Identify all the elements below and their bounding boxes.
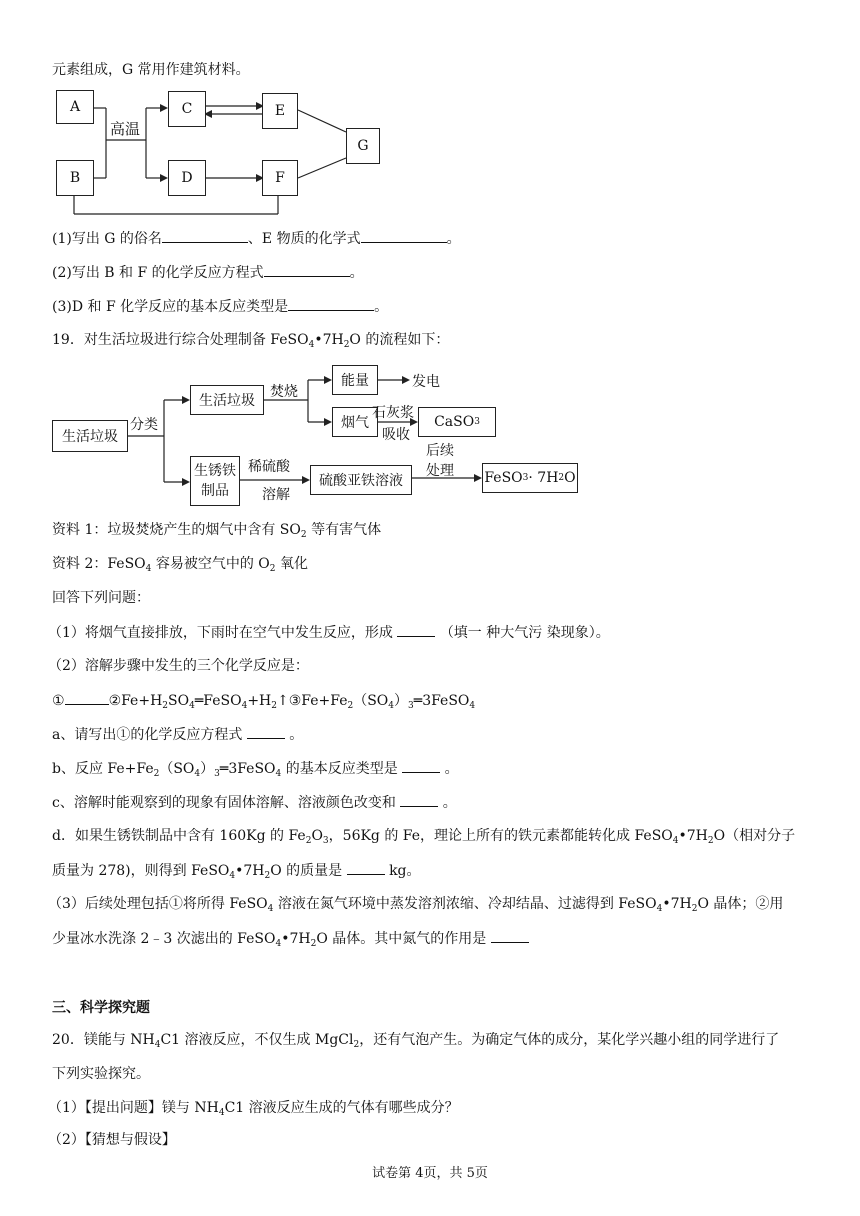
q19-a: a、请写出①的化学反应方程式 。 bbox=[52, 724, 303, 745]
box-e: E bbox=[262, 93, 298, 129]
answer-blank[interactable] bbox=[347, 860, 385, 875]
box-d: D bbox=[168, 160, 206, 196]
q19-b: b、反应 $Fe+Fe_2(SO_4)_3═3FeSO_4$ 的基本反应类型是 。 bbox=[52, 758, 459, 779]
section-heading: 三、科学探究题 bbox=[52, 1000, 150, 1016]
q19-d-line2: 质量为 278)，则得到 $FeSO_4•7H_2O$ 的质量是 kg。 bbox=[52, 860, 421, 881]
q18-part1: (1)写出 G 的俗名 、E 物质的化学式 。 bbox=[52, 228, 461, 249]
flow-start-box: 生活垃圾 bbox=[52, 420, 128, 452]
box-b: B bbox=[56, 160, 94, 196]
flow-later-label: 后续 bbox=[426, 443, 454, 459]
box-f: F bbox=[262, 160, 298, 196]
q19-title: 19．对生活垃圾进行综合处理制备 $FeSO_4•7H_2O$ 的流程如下： bbox=[52, 332, 450, 350]
flow-classify-label: 分类 bbox=[130, 417, 158, 433]
q18-part2: (2)写出 B 和 F 的化学反应方程式 。 bbox=[52, 262, 364, 283]
q18-intro-tail: 元素组成，G 常用作建筑材料。 bbox=[52, 62, 250, 78]
flow-power-label: 发电 bbox=[412, 374, 440, 390]
q19-c: c、溶解时能观察到的现象有固体溶解、溶液颜色改变和 。 bbox=[52, 792, 457, 813]
q18-part3: (3)D 和 F 化学反应的基本反应类型是 。 bbox=[52, 296, 388, 317]
box-c: C bbox=[168, 91, 206, 127]
flow-burn-label: 焚烧 bbox=[270, 384, 298, 400]
q19-part3-line2: 少量冰水洗涤 2﹣3 次滤出的 $FeSO_4•7H_2O$ 晶体。其中氮气的作用是 bbox=[52, 928, 529, 949]
flow-ferrous-box: 硫酸亚铁溶液 bbox=[310, 465, 412, 495]
q20-line3: （1）【提出问题】镁与 $NH_4C1$ 溶液反应生成的气体有哪些成分？ bbox=[48, 1100, 459, 1118]
flow-smoke-box: 烟气 bbox=[332, 407, 378, 437]
flow-acid-label: 稀硫酸 bbox=[248, 459, 290, 475]
answer-blank[interactable] bbox=[247, 724, 285, 739]
q19-equations: ① $②Fe+H_2SO_4═FeSO_4+H_2↑③Fe+Fe_2(SO_4)_3═3FeSO_4$ bbox=[52, 690, 475, 711]
q20-line2: 下列实验探究。 bbox=[52, 1066, 150, 1082]
flow-dissolve-label: 溶解 bbox=[262, 487, 290, 503]
flow-caso3-box: CaSO 3 bbox=[418, 407, 496, 437]
answer-blank[interactable] bbox=[402, 758, 440, 773]
answer-blank[interactable] bbox=[400, 792, 438, 807]
answer-prompt: 回答下列问题： bbox=[52, 590, 150, 606]
box-a: A bbox=[56, 90, 94, 124]
page-footer: 试卷第 4页，共 5页 bbox=[372, 1166, 488, 1181]
flow-garbage-box: 生活垃圾 bbox=[190, 385, 264, 415]
flow-lime-label: 石灰浆 bbox=[372, 405, 414, 421]
q19-part2: （2）溶解步骤中发生的三个化学反应是： bbox=[48, 658, 309, 674]
answer-blank[interactable] bbox=[65, 690, 109, 705]
answer-blank[interactable] bbox=[397, 622, 435, 637]
flow-process-label: 处理 bbox=[426, 463, 454, 479]
q19-d-line1: d．如果生锈铁制品中含有 160Kg 的 $Fe_2O_3$，56Kg 的 Fe，理论上所有的铁元素都能转化成 $FeSO_4•7H_2O$（相对分子 bbox=[52, 828, 796, 846]
q20-line4: （2）【猜想与假设】 bbox=[48, 1132, 176, 1148]
answer-blank[interactable] bbox=[491, 928, 529, 943]
ref-1: 资料 1：垃圾焚烧产生的烟气中含有 $SO_2$ 等有害气体 bbox=[52, 522, 382, 540]
q19-part1: （1）将烟气直接排放，下雨时在空气中发生反应，形成 （填一 种大气污 染现象）。 bbox=[48, 622, 610, 643]
flow-rust-box: 生锈铁 制品 bbox=[190, 456, 240, 506]
ref-2: 资料 2：FeSO$_4$ 容易被空气中的 $O_2$ 氧化 bbox=[52, 556, 308, 574]
condition-label: 高温 bbox=[110, 120, 141, 138]
q20-line1: 20．镁能与 $NH_4C1$ 溶液反应，不仅生成 MgCl$_2$，还有气泡产生。为确定气体的成分，某化学兴趣小组的同学进行了 bbox=[52, 1032, 780, 1050]
flow-product-box: FeSO 3 · 7H 2 O bbox=[482, 463, 578, 493]
flow-energy-box: 能量 bbox=[332, 365, 378, 395]
box-g: G bbox=[346, 128, 380, 164]
q19-part3-line1: （3）后续处理包括①将所得 FeSO$_4$ 溶液在氮气环境中蒸发溶剂浓缩、冷却结晶、过滤得到 $FeSO_4•7H_2O$ 晶体；②用 bbox=[48, 896, 784, 914]
flow-absorb-label: 吸收 bbox=[382, 427, 410, 443]
